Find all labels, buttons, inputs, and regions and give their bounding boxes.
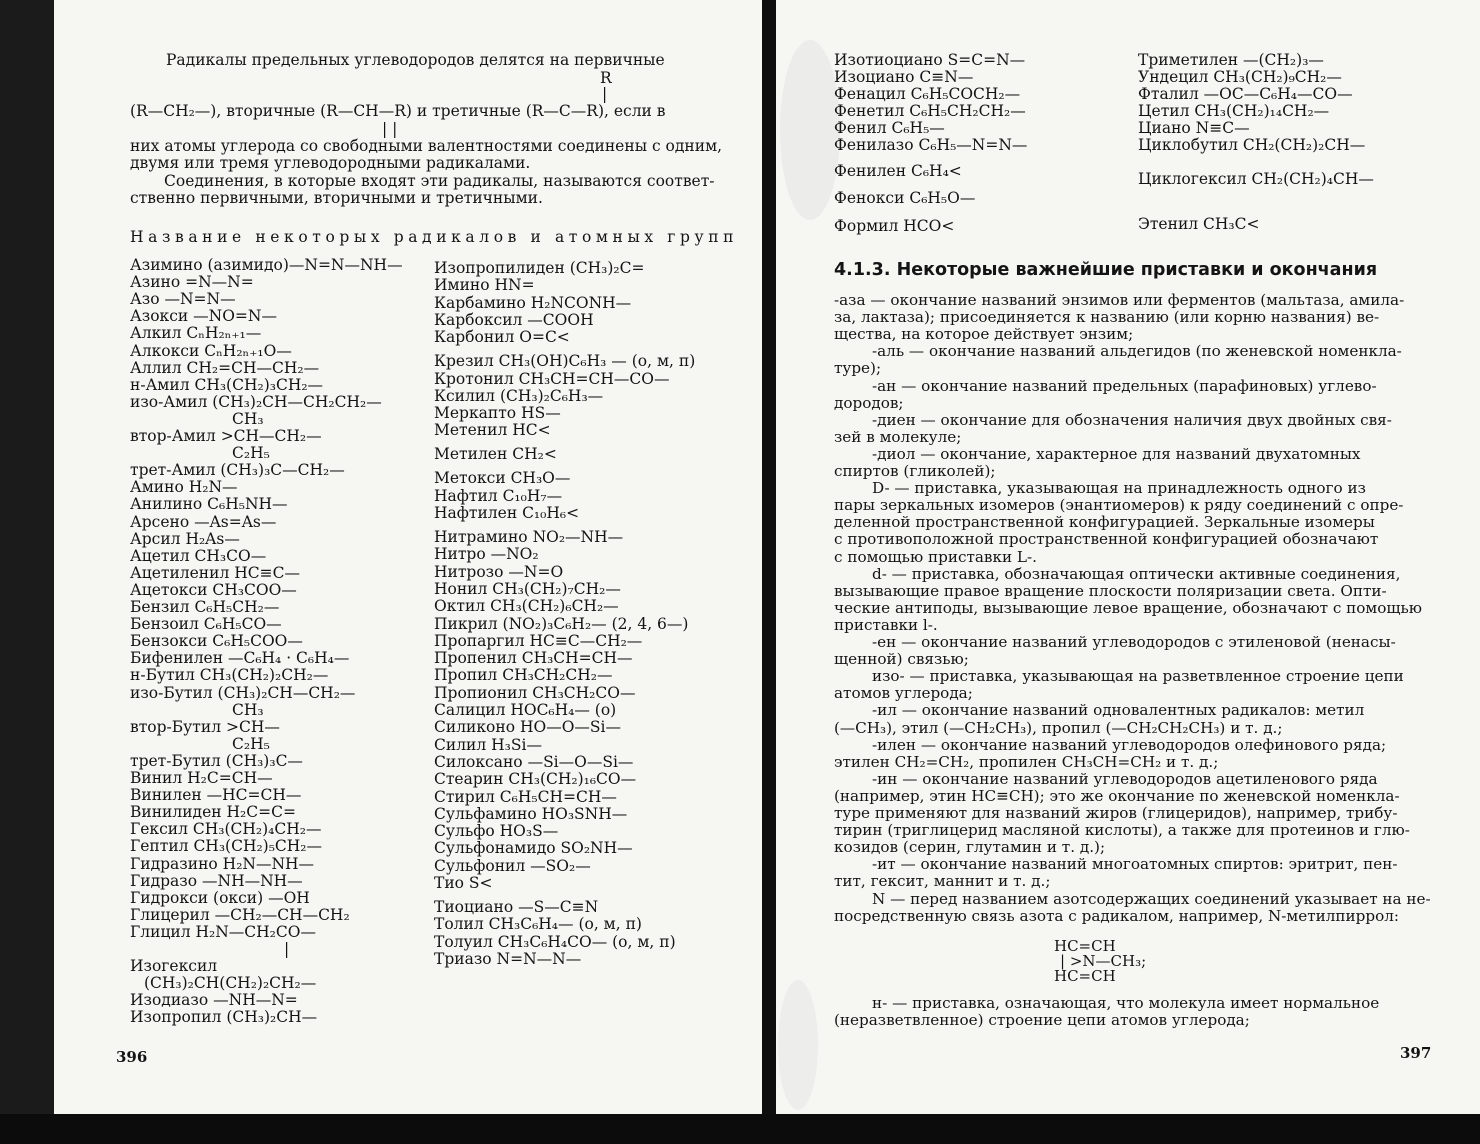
radical-entry: Бензил C₆H₅CH₂— [130, 598, 280, 616]
body-text-line: (например, этин HC≡CH); это же окончание по женевской номенкла- [834, 786, 1400, 805]
body-text-line: дородов; [834, 393, 904, 412]
radical-entry: Амино H₂N— [130, 478, 238, 497]
body-text-line: туре); [834, 359, 882, 378]
radical-entry: Нитрамино NO₂—NH— [434, 528, 624, 546]
radical-entry: Азино =N—N= [130, 273, 254, 292]
formula-line: HC=CH [1054, 967, 1116, 985]
body-text-line: с помощью приставки L-. [834, 547, 1037, 566]
radical-entry: Ацетиленил HC≡C— [130, 563, 300, 582]
radical-entry: Бензоил C₆H₅CO— [130, 615, 282, 634]
radical-entry: трет-Бутил (CH₃)₃C— [130, 751, 303, 770]
body-text-line: атомов углерода; [834, 684, 973, 703]
radical-entry: Гептил CH₃(CH₂)₅CH₂— [130, 837, 323, 856]
radical-entry: Гидразино H₂N—NH— [130, 854, 315, 873]
body-text-line: козидов (серин, глутамин и т. д.); [834, 838, 1106, 857]
body-text-line: -диол — окончание, характерное для названий двухатомных [872, 444, 1361, 463]
radical-entry: C₂H₅ [232, 734, 270, 753]
body-text-line: туре применяют для названий жиров (глицеридов), например, трибу- [834, 804, 1398, 822]
body-text-line: -ил — окончание названий одновалентных радикалов: метил [872, 701, 1365, 720]
radical-entry: Триметилен —(CH₂)₃— [1138, 51, 1324, 69]
body-text-line: за, лактаза); присоединяется к названию (или корню названия) ве- [834, 308, 1380, 327]
radical-entry: Ксилил (CH₃)₂C₆H₃— [434, 386, 604, 405]
radical-entry: Карбоксил —COOH [434, 310, 594, 329]
formula-line: | >N—CH₃; [1060, 952, 1147, 970]
radical-entry: втор-Амил >CH—CH₂— [130, 427, 322, 445]
body-text-line: приставки l-. [834, 615, 938, 634]
body-text-line: спиртов (гликолей); [834, 462, 996, 480]
body-text-line: (неразветвленное) строение цепи атомов углерода; [834, 1011, 1250, 1029]
radical-entry: Изогексил [130, 957, 218, 976]
radical-entry: Изопропилиден (CH₃)₂C= [434, 259, 645, 277]
body-text-line: -ен — окончание названий углеводородов с этиленовой (ненасы- [872, 633, 1396, 651]
left-page [54, 0, 762, 1114]
intro-line: | | [382, 120, 398, 138]
body-text-line: деленной пространственной конфигурацией. Зеркальные изомеры [834, 513, 1375, 532]
radical-entry: Силил H₃Si— [434, 735, 542, 754]
radical-entry: Пропионил CH₃CH₂CO— [434, 683, 636, 702]
radical-entry: Алкокси CₙH₂ₙ₊₁O— [130, 341, 292, 360]
radical-entry: Нафтил C₁₀H₇— [434, 486, 563, 505]
radical-entry: Толуил CH₃C₆H₄CO— (о, м, п) [434, 932, 676, 951]
radical-entry: Ацетокси CH₃COO— [130, 580, 297, 599]
radical-entry: Фенацил C₆H₅COCH₂— [834, 85, 1021, 103]
scan-bottom-edge [0, 1114, 1480, 1144]
radical-entry: Арсил H₂As— [130, 529, 240, 548]
body-text-line: -ин — окончание названий углеводородов ацетиленового ряда [872, 769, 1378, 788]
radical-entry: Сульфо HO₃S— [434, 822, 559, 841]
radical-entry: Изопропил (CH₃)₂CH— [130, 1008, 318, 1027]
radical-entry: Винил H₂C=CH— [130, 769, 273, 787]
radical-entry: Сульфамино HO₃SNH— [434, 804, 628, 823]
body-text-line: D- — приставка, указывающая на принадлежность одного из [872, 479, 1366, 498]
radical-entry: Циано N≡C— [1138, 119, 1250, 137]
scan-smudge [780, 40, 840, 220]
intro-line: Радикалы предельных углеводородов делятся на первичные [166, 51, 665, 69]
intro-line: (R—CH₂—), вторичные (R—CH—R) и третичные (R—C—R), если в [130, 102, 666, 120]
intro-line: Соединения, в которые входят эти радикалы, называются соответ- [164, 172, 715, 190]
intro-line: двумя или тремя углеводородными радикалами. [130, 154, 531, 172]
body-text-line: щества, на которое действует энзим; [834, 325, 1134, 344]
radical-entry: Крезил CH₃(OH)C₆H₃ — (о, м, п) [434, 352, 696, 371]
radical-entry: втор-Бутил >CH— [130, 717, 280, 736]
book-gutter [762, 0, 776, 1114]
radical-entry: Алкил CₙH₂ₙ₊₁— [130, 324, 262, 343]
radical-entry: Формил HCO< [834, 217, 955, 235]
radical-entry: Ацетил CH₃CO— [130, 546, 267, 565]
body-text-line: (—CH₃), этил (—CH₂CH₃), пропил (—CH₂CH₂CH₃) и т. д.; [834, 718, 1283, 737]
radical-entry: Гидрокси (окси) —OH [130, 888, 310, 907]
body-text-line: -ан — окончание названий предельных (парафиновых) углево- [872, 376, 1377, 395]
body-text-line: с противоположной пространственной конфигурацией обозначают [834, 530, 1379, 549]
page-number-left: 396 [116, 1048, 148, 1066]
body-text-line: d- — приставка, обозначающая оптически активные соединения, [872, 564, 1401, 583]
radical-entry: C₂H₅ [232, 444, 270, 463]
radical-entry: Салицил HOC₆H₄— (о) [434, 701, 617, 719]
body-text-line: -илен — окончание названий углеводородов олефинового ряда; [872, 735, 1387, 754]
radical-entry: Нафтилен C₁₀H₆< [434, 504, 580, 522]
radical-entry: Аллил CH₂=CH—CH₂— [130, 358, 320, 377]
radical-entry: Цетил CH₃(CH₂)₁₄CH₂— [1138, 102, 1330, 120]
radical-entry: Стирил C₆H₅CH=CH— [434, 787, 617, 806]
radical-entry: Метенил HC< [434, 421, 551, 440]
radical-entry: Глицерил —CH₂—CH—CH₂ [130, 905, 350, 924]
radical-entry: Нонил CH₃(CH₂)₇CH₂— [434, 579, 621, 598]
radical-entry: Толил CH₃C₆H₄— (о, м, п) [434, 915, 642, 934]
body-text-line: изо- — приставка, указывающая на разветвленное строение цепи [872, 667, 1404, 686]
radical-entry: Ундецил CH₃(CH₂)₉CH₂— [1138, 68, 1342, 86]
radical-entry: Триазо N=N—N— [434, 949, 582, 968]
radical-entry: Тио S< [434, 874, 493, 892]
radical-entry: CH₃ [232, 700, 264, 719]
radical-entry: н-Бутил CH₃(CH₂)₂CH₂— [130, 666, 329, 685]
body-text-line: ческие антиподы, вызывающие левое вращение, обозначают с помощью [834, 598, 1422, 617]
radical-entry: Стеарин CH₃(CH₂)₁₆CO— [434, 770, 637, 789]
radical-entry: Этенил CH₃C< [1138, 215, 1260, 233]
radical-entry: Азо —N=N— [130, 290, 236, 309]
intro-line: ственно первичными, вторичными и третичными. [130, 189, 543, 207]
scan-smudge [778, 980, 818, 1110]
body-text-line: пары зеркальных изомеров (энантиомеров) к ряду соединений с опре- [834, 496, 1404, 515]
body-text-line: посредственную связь азота с радикалом, например, N-метилпиррол: [834, 906, 1400, 925]
radical-entry: Меркапто HS— [434, 404, 561, 423]
body-text-line: щенной) связью; [834, 650, 969, 669]
radical-entry: Фенетил C₆H₅CH₂CH₂— [834, 102, 1026, 120]
radical-entry: Фталил —OC—C₆H₄—CO— [1138, 85, 1353, 103]
body-text-line: этилен CH₂=CH₂, пропилен CH₃CH=CH₂ и т. д.; [834, 752, 1219, 771]
body-text-line: -ит — окончание названий многоатомных спиртов: эритрит, пен- [872, 855, 1398, 874]
radical-entry: Нитрозо —N=O [434, 562, 564, 581]
radical-entry: Азокси —NO=N— [130, 307, 277, 326]
page-number-right: 397 [1400, 1044, 1432, 1062]
intro-line: R [600, 69, 612, 87]
body-text-line: н- — приставка, означающая, что молекула имеет нормальное [872, 994, 1380, 1012]
radical-entry: Изотиоциано S=C=N— [834, 51, 1026, 69]
radical-entry: Циклогексил CH₂(CH₂)₄CH— [1138, 170, 1374, 188]
radical-entry: Изодиазо —NH—N= [130, 991, 298, 1010]
body-text-line: тит, гексит, маннит и т. д.; [834, 872, 1051, 891]
radical-entry: Глицил H₂N—CH₂CO— [130, 922, 316, 941]
radical-entry: изо-Бутил (CH₃)₂CH—CH₂— [130, 683, 356, 702]
radical-entry: Арсено —As=As— [130, 512, 277, 531]
radical-entry: Циклобутил CH₂(CH₂)₂CH— [1138, 136, 1366, 154]
radical-entry: Кротонил CH₃CH=CH—CO— [434, 369, 670, 388]
radical-entry: Гидразо —NH—NH— [130, 871, 303, 890]
body-text-line: зей в молекуле; [834, 427, 962, 446]
radical-entry: Винилен —HC=CH— [130, 786, 302, 805]
radical-entry: Пропенил CH₃CH=CH— [434, 649, 633, 668]
radical-entry: Метокси CH₃O— [434, 469, 571, 488]
body-text-line: -аль — окончание названий альдегидов (по женевской номенкла- [872, 342, 1402, 361]
radical-entry: н-Амил CH₃(CH₂)₃CH₂— [130, 375, 324, 394]
radical-entry: Нитро —NO₂ [434, 545, 539, 564]
radical-entry: Метилен CH₂< [434, 445, 557, 464]
body-text-line: вызывающие правое вращение плоскости поляризации света. Опти- [834, 581, 1387, 600]
body-text-line: -аза — окончание названий энзимов или ферментов (мальтаза, амила- [834, 291, 1405, 309]
radical-entry: Карбамино H₂NCONH— [434, 293, 632, 312]
radical-entry: Силоксано —Si—O—Si— [434, 752, 634, 771]
body-text-line: N — перед названием азотсодержащих соединений указывает на не- [872, 889, 1431, 908]
body-text-line: тирин (триглицерид масляной кислоты), а также для протеинов и глю- [834, 821, 1410, 840]
radical-entry: Пропаргил HC≡C—CH₂— [434, 631, 643, 650]
radical-entry: Пикрил (NO₂)₃C₆H₂— (2, 4, 6—) [434, 614, 689, 633]
radical-entry: Пропил CH₃CH₂CH₂— [434, 666, 613, 685]
section-heading-prefixes: 4.1.3. Некоторые важнейшие приставки и окончания [834, 260, 1378, 280]
radical-entry: Карбонил O=C< [434, 328, 570, 347]
radical-entry: Фенил C₆H₅— [834, 119, 945, 137]
radical-entry: Изоциано C≡N— [834, 68, 974, 86]
radical-entry: Имино HN= [434, 276, 535, 295]
section-heading-radicals: Название некоторых радикалов и атомных групп [130, 228, 739, 246]
radical-entry: трет-Амил (CH₃)₃C—CH₂— [130, 461, 345, 480]
radical-entry: | [284, 940, 290, 958]
radical-entry: Фенилен C₆H₄< [834, 162, 962, 180]
radical-entry: Бифенилен —C₆H₄ · C₆H₄— [130, 649, 350, 668]
radical-entry: Винилиден H₂C=C= [130, 803, 296, 822]
right-page [776, 0, 1480, 1114]
radical-entry: Тиоциано —S—C≡N [434, 898, 599, 916]
radical-entry: Гексил CH₃(CH₂)₄CH₂— [130, 820, 322, 839]
radical-entry: изо-Амил (CH₃)₂CH—CH₂CH₂— [130, 392, 382, 411]
radical-entry: Анилино C₆H₅NH— [130, 495, 288, 514]
formula-line: HC=CH [1054, 937, 1116, 955]
radical-entry: Фенилазо C₆H₅—N=N— [834, 136, 1028, 154]
body-text-line: -диен — окончание для обозначения наличия двух двойных свя- [872, 410, 1392, 429]
radical-entry: Октил CH₃(CH₂)₆CH₂— [434, 597, 619, 616]
radical-entry: CH₃ [232, 409, 264, 428]
intro-line: них атомы углерода со свободными валентностями соединены с одним, [130, 137, 723, 155]
radical-entry: Сульфонил —SO₂— [434, 856, 591, 875]
radical-entry: Азимино (азимидо)—N=N—NH— [130, 256, 403, 274]
radical-entry: Бензокси C₆H₅COO— [130, 632, 303, 651]
radical-entry: Фенокси C₆H₅O— [834, 189, 976, 207]
intro-line: | [602, 85, 608, 103]
radical-entry: (CH₃)₂CH(CH₂)₂CH₂— [144, 974, 317, 993]
radical-entry: Силиконо HO—O—Si— [434, 718, 621, 737]
radical-entry: Сульфонамидо SO₂NH— [434, 839, 633, 858]
